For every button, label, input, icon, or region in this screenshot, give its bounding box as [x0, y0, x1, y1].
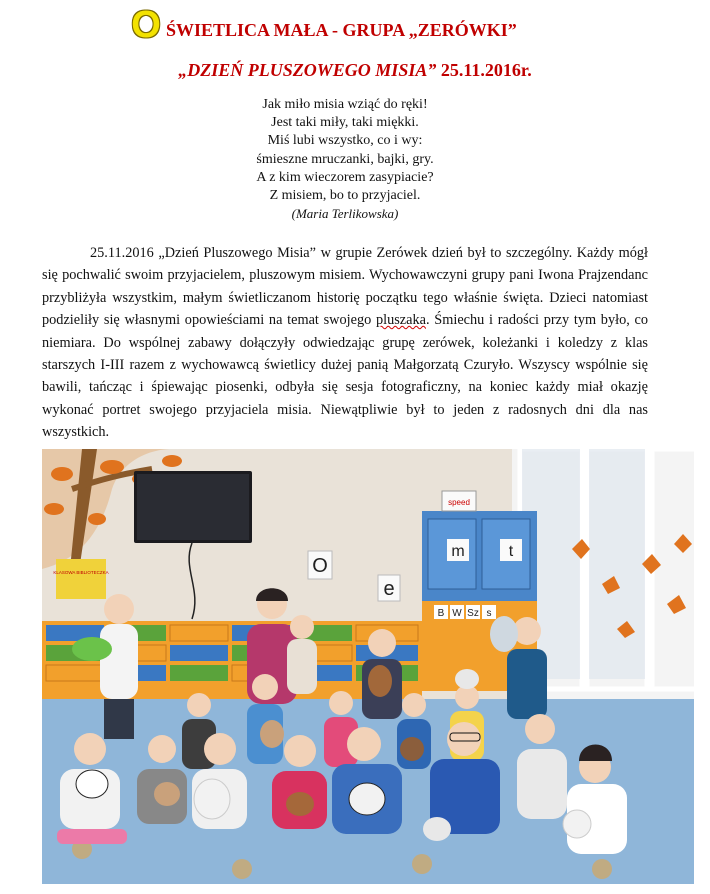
poem-line: A z kim wieczorem zasypiacie? [256, 169, 434, 185]
event-heading [0, 60, 710, 81]
window-glass [589, 449, 645, 679]
shelf-letter: Sz [467, 608, 479, 619]
page-title: ŚWIETLICA MAŁA - GRUPA „ZERÓWKI” [166, 20, 517, 40]
page-header [0, 6, 710, 46]
card-letter: t [508, 543, 514, 560]
article-text-part1: 25.11.2016 „Dzień Pluszowego Misia” w grupie Zerówek dzień był to szczególny. Każdy mógł się pochwalić swoim przyjacielem, pluszowym misiem. Wychowawczyni grupy pani Iwona Prajzendanc przybliżyła wszystkim, małym świetliczanom historię początku tego właśnie święta. Dzieci natomiast podzieliły się własnymi opowieściami na temat swojego [42, 245, 648, 329]
shelf-letter: s [486, 608, 492, 619]
poem-line: Miś lubi wszystko, co i wy: [267, 133, 423, 149]
event-photo [42, 449, 694, 884]
classroom-photo-illustration [42, 449, 694, 884]
shelf-sign-text: speed [448, 498, 470, 507]
card-letter: m [451, 543, 465, 560]
card-letter: O [312, 555, 328, 577]
shelf-letter: B [437, 608, 445, 619]
article-paragraph [42, 242, 648, 444]
poem-line: Jak miło misia wziąć do ręki! [262, 97, 428, 112]
poem-line: Jest taki miły, taki miękki. [271, 115, 419, 131]
poem-line: śmieszne mruczanki, bajki, gry. [256, 151, 434, 167]
event-name: „DZIEŃ PLUSZOWEGO MISIA” [178, 60, 437, 80]
article-body [42, 242, 648, 444]
library-poster [56, 559, 106, 599]
shelf-letter: W [452, 608, 462, 619]
poem [0, 96, 690, 223]
decorative-initial-o: O [131, 4, 161, 46]
poem-line: Z misiem, bo to przyjaciel. [269, 188, 421, 204]
child [397, 693, 431, 769]
poem-author: (Maria Terlikowska) [291, 206, 399, 222]
library-poster-text: KLASOWA BIBLIOTECZKA [53, 570, 109, 575]
event-date: 25.11.2016r. [440, 60, 532, 80]
child [287, 615, 317, 694]
tv-glass [137, 474, 249, 540]
spellcheck-underlined-word: pluszaka [375, 312, 426, 329]
article-text-part2: . Śmiechu i radości przy tym było, co niemiara. Do wspólnej zabawy dołączyły odwiedzając grupę zerówek, koleżanki i koledzy z klas starszych I-III razem z wychowawcą świetlicy dużej panią Małgorzatą Czuryło. Wszyscy wspólnie się bawili, tańcząc i śpiewając piosenki, odbyła się sesja fotograficzny, na koniec każdy miał okazję wykonać portret swojego przyjaciela misia. Niewątpliwie był to jeden z radosnych dni dla nas wszystkich. [42, 312, 648, 441]
card-letter: e [383, 578, 395, 600]
